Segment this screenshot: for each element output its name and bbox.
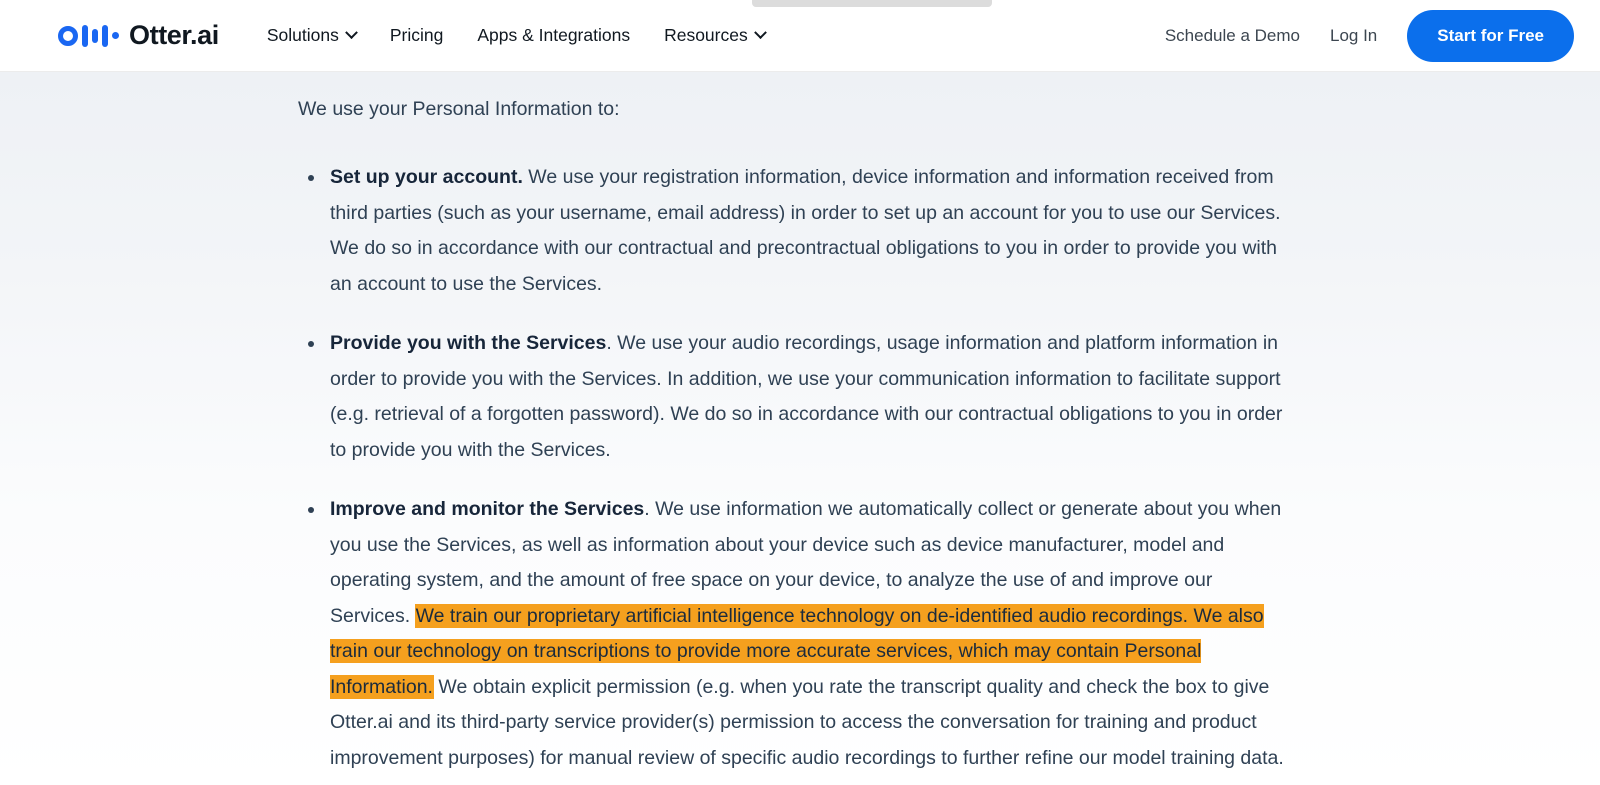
schedule-demo-link[interactable]: Schedule a Demo — [1164, 25, 1300, 45]
nav-item-apps-integrations-label: Apps & Integrations — [477, 25, 631, 45]
otter-logo-text: Otter.ai — [129, 20, 219, 50]
chevron-down-icon — [754, 26, 767, 39]
login-link[interactable]: Log In — [1329, 25, 1378, 45]
list-item-body: We use your registration information, device information and information received from third parties (such as your username, email address) in order to set up an account for you to use our Services. We do so in accordance with our contractual and precontractual obligations to you in order to provide you with an account to use the Services. — [330, 166, 1281, 295]
site-header — [0, 0, 1600, 72]
nav-item-resources-label: Resources — [664, 25, 748, 45]
list-item — [330, 492, 1290, 776]
nav-item-resources[interactable] — [664, 25, 765, 46]
nav-item-apps-integrations[interactable] — [477, 25, 630, 46]
chevron-down-icon — [345, 26, 358, 39]
otter-logo[interactable] — [58, 20, 219, 51]
list-item-lead: Improve and monitor the Services — [330, 498, 645, 521]
main-nav — [267, 25, 765, 46]
list-item — [330, 326, 1290, 468]
header-actions — [1165, 10, 1600, 62]
nav-item-solutions-label: Solutions — [266, 25, 339, 45]
top-notch — [752, 0, 992, 7]
list-item-lead: Provide you with the Services — [330, 332, 607, 355]
privacy-content — [0, 72, 1600, 776]
nav-item-pricing-label: Pricing — [389, 25, 444, 45]
highlighted-text: We train our proprietary artificial intelligence technology on de-identified audio recordings. We also train our technology on transcriptions to provide more accurate services, which may contain Personal Information. — [330, 604, 1264, 698]
nav-item-pricing[interactable] — [390, 25, 444, 46]
list-item — [330, 160, 1290, 302]
intro-paragraph: We use your Personal Information to: — [298, 98, 620, 120]
list-item-body-continued: We obtain explicit permission (e.g. when you rate the transcript quality and check the box to give Otter.ai and its third-party service provider(s) permission to access the conversation for training and product improvement purposes) for manual review of specific audio recordings to further refine our model training data. — [330, 675, 1284, 769]
usage-list — [0, 160, 1600, 776]
list-item-body: . We use your audio recordings, usage information and platform information in order to provide you with the Services. In addition, we use your communication information to facilitate support (e.g. retrieval of a forgotten password). We do so in accordance with our contractual obligations to you in order to provide you with the Services. — [330, 332, 1283, 461]
list-item-lead: Set up your account. — [330, 166, 523, 189]
page-body — [0, 72, 1600, 785]
otter-logo-icon — [58, 25, 119, 47]
list-item-body: . We use information we automatically collect or generate about you when you use the Services, as well as information about your device such as device manufacturer, model and operating system, and the amount of free space on your device, to analyze the use of and improve our Services. — [330, 498, 1282, 627]
start-for-free-button[interactable]: Start for Free — [1407, 10, 1574, 62]
nav-item-solutions[interactable] — [267, 25, 356, 46]
